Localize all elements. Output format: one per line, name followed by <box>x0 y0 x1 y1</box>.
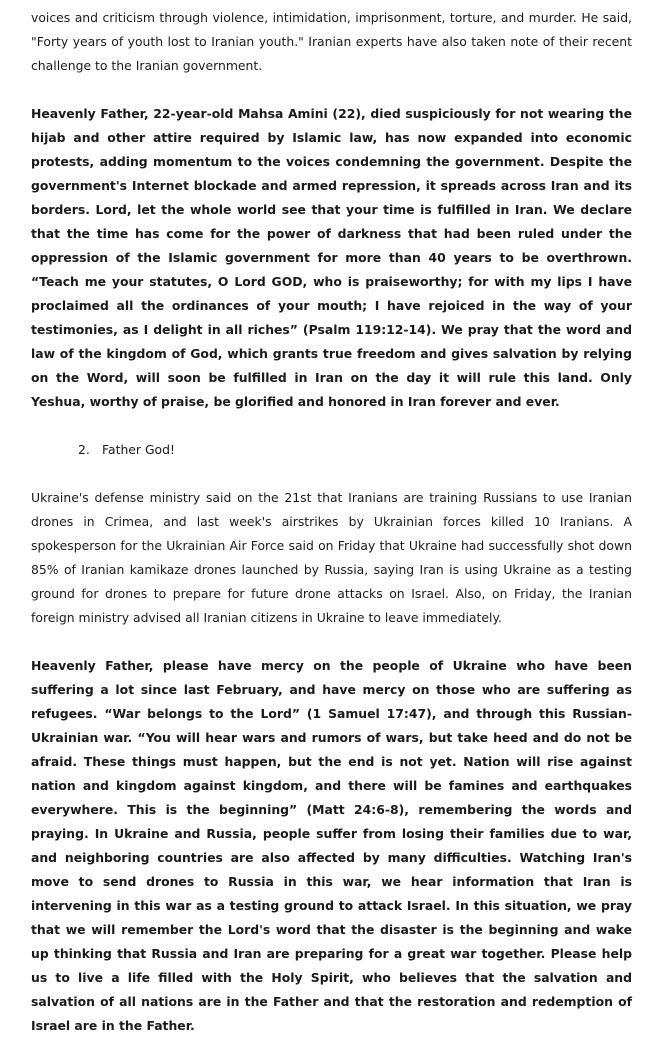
section-title: Father God! <box>102 442 175 457</box>
section-heading <box>31 438 632 462</box>
prayer-paragraph-iran: Heavenly Father, 22-year-old Mahsa Amini (22), died suspiciously for not wearing the hijab and other attire required by Islamic law, has now expanded into economic protests, adding momentum to the voices condemning the government. Despite the government's Internet blockade and armed repression, it spreads across Iran and its borders. Lord, let the whole world see that your time is fulfilled in Iran. We declare that the time has come for the power of darkness that had been ruled under the oppression of the Islamic government for more than 40 years to be overthrown. “Teach me your statutes, O Lord GOD, who is praiseworthy; for with my lips I have proclaimed all the ordinances of your mouth; I have rejoiced in the way of your testimonies, as I delight in all riches” (Psalm 119:12-14). We pray that the word and law of the kingdom of God, which grants true freedom and gives salvation by relying on the Word, will soon be fulfilled in Iran on the day it will rule this land. Only Yeshua, worthy of praise, be glorified and honored in Iran forever and ever. <box>31 106 632 409</box>
paragraph-gap <box>31 462 632 486</box>
news-paragraph-ukraine: Ukraine's defense ministry said on the 21st that Iranians are training Russians to use Iranian drones in Crimea, and last week's airstrikes by Ukrainian forces killed 10 Iranians. A spokesperson for the Ukrainian Air Force said on Friday that Ukraine had successfully shot down 85% of Iranian kamikaze drones launched by Russia, saying Iran is using Ukraine as a testing ground for drones to prepare for future drone attacks on Israel. Also, on Friday, the Iranian foreign ministry advised all Iranian citizens in Ukraine to leave immediately. <box>31 490 632 625</box>
paragraph-gap <box>31 78 632 102</box>
paragraph-gap <box>31 414 632 438</box>
prayer-paragraph-ukraine: Heavenly Father, please have mercy on the people of Ukraine who have been suffering a lot since last February, and have mercy on those who are suffering as refugees. “War belongs to the Lord” (1 Samuel 17:47), and through this Russian-Ukrainian war. “You will hear wars and rumors of wars, but take heed and do not be afraid. These things must happen, but the end is not yet. Nation will rise against nation and kingdom against kingdom, and there will be famines and earthquakes everywhere. This is the beginning” (Matt 24:6-8), remembering the words and praying. In Ukraine and Russia, people suffer from losing their families due to war, and neighboring countries are also affected by many difficulties. Watching Iran's move to send drones to Russia in this war, we hear information that Iran is intervening in this war as a testing ground to attack Israel. In this situation, we pray that we will remember the Lord's word that the disaster is the beginning and wake up thinking that Russia and Iran are preparing for a great war together. Please help us to live a life filled with the Holy Spirit, who believes that the salvation and salvation of all nations are in the Father and that the restoration and redemption of Israel are in the Father. <box>31 658 632 1033</box>
document-page <box>31 6 632 1038</box>
paragraph-gap <box>31 630 632 654</box>
section-number: 2. <box>78 442 90 457</box>
paragraph-intro-continuation: voices and criticism through violence, intimidation, imprisonment, torture, and murder. He said, "Forty years of youth lost to Iranian youth." Iranian experts have also taken note of their recent challenge to the Iranian government. <box>31 10 632 73</box>
